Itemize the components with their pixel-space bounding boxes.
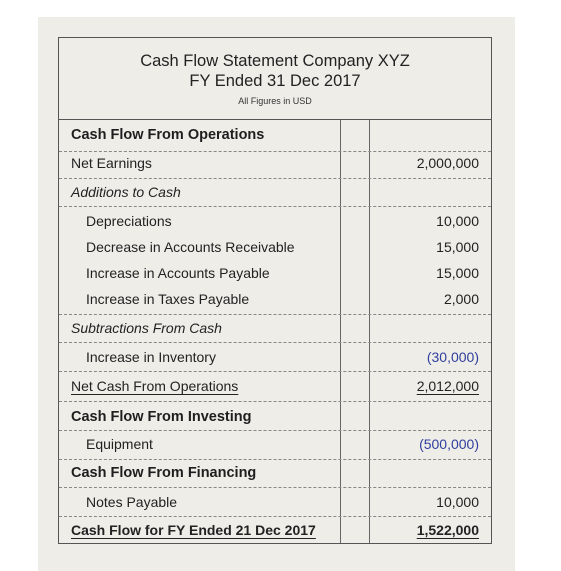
cash-flow-statement <box>58 37 492 544</box>
row-value: (30,000) <box>426 349 479 365</box>
row-label: Net Cash From Operations <box>71 378 239 394</box>
row-label: Subtractions From Cash <box>71 320 222 336</box>
row-label: Cash Flow for FY Ended 21 Dec 2017 <box>71 522 316 538</box>
row-divider <box>59 401 491 402</box>
row-divider <box>59 206 491 207</box>
row-divider <box>59 516 491 517</box>
row-divider <box>59 487 491 488</box>
column-divider <box>369 120 370 543</box>
row-label: Net Earnings <box>71 155 152 171</box>
row-label: Cash Flow From Financing <box>71 465 257 481</box>
statement-header <box>59 38 491 120</box>
row-label: Increase in Taxes Payable <box>86 291 250 307</box>
row-value: 2,000 <box>443 291 479 307</box>
row-divider <box>59 459 491 460</box>
row-divider <box>59 342 491 343</box>
row-label: Notes Payable <box>86 494 178 510</box>
row-value: (500,000) <box>419 436 479 452</box>
column-divider <box>340 120 341 543</box>
statement-period: FY Ended 31 Dec 2017 <box>189 72 361 90</box>
row-label: Increase in Accounts Payable <box>86 265 270 281</box>
row-label: Increase in Inventory <box>86 349 216 365</box>
row-value: 2,012,000 <box>416 378 479 394</box>
row-divider <box>59 314 491 315</box>
row-value: 10,000 <box>436 494 479 510</box>
row-divider <box>59 371 491 372</box>
row-value: 10,000 <box>436 213 479 229</box>
row-label: Equipment <box>86 436 153 452</box>
row-divider <box>59 151 491 152</box>
row-value: 15,000 <box>436 239 479 255</box>
row-divider <box>59 430 491 431</box>
statement-title: Cash Flow Statement Company XYZ <box>140 52 410 70</box>
row-label: Additions to Cash <box>71 184 181 200</box>
row-label: Decrease in Accounts Receivable <box>86 239 295 255</box>
row-label: Cash Flow From Operations <box>71 127 265 143</box>
row-label: Cash Flow From Investing <box>71 409 252 425</box>
row-divider <box>59 178 491 179</box>
statement-page <box>38 17 515 571</box>
row-value: 1,522,000 <box>416 522 479 538</box>
row-value: 15,000 <box>436 265 479 281</box>
row-value: 2,000,000 <box>416 155 479 171</box>
row-label: Depreciations <box>86 213 172 229</box>
currency-note: All Figures in USD <box>238 96 312 106</box>
